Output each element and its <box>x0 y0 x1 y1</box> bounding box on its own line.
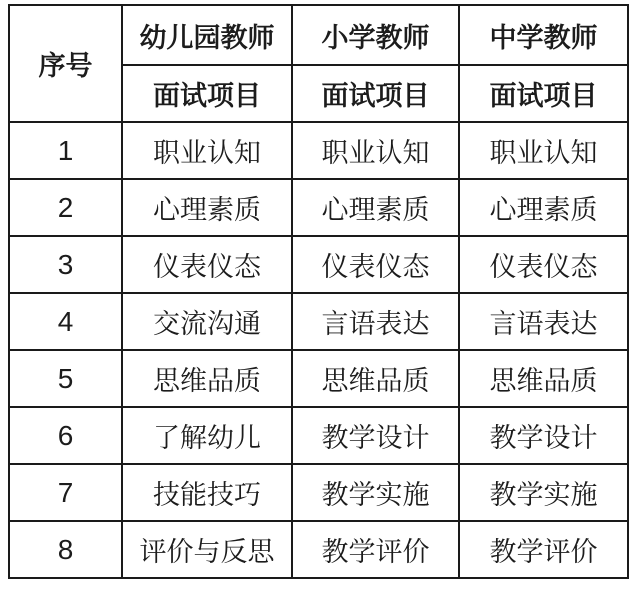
kindergarten-item-cell: 评价与反思 <box>122 521 292 578</box>
primary-item-cell: 教学评价 <box>292 521 459 578</box>
table-row <box>9 122 628 179</box>
middle-item-cell: 仪表仪态 <box>459 236 628 293</box>
kindergarten-item-cell: 思维品质 <box>122 350 292 407</box>
serial-number-cell: 6 <box>9 407 122 464</box>
middle-item-cell: 职业认知 <box>459 122 628 179</box>
teacher-interview-items-table <box>8 4 629 579</box>
table-row <box>9 179 628 236</box>
primary-item-cell: 教学实施 <box>292 464 459 521</box>
table-row <box>9 521 628 578</box>
middle-item-cell: 教学评价 <box>459 521 628 578</box>
serial-number-cell: 1 <box>9 122 122 179</box>
subheader-interview-items-middle: 面试项目 <box>459 65 628 122</box>
header-middle-school-teacher: 中学教师 <box>459 5 628 65</box>
middle-item-cell: 言语表达 <box>459 293 628 350</box>
middle-item-cell: 教学实施 <box>459 464 628 521</box>
table-row <box>9 236 628 293</box>
serial-number-cell: 8 <box>9 521 122 578</box>
serial-number-cell: 4 <box>9 293 122 350</box>
table-row <box>9 407 628 464</box>
middle-item-cell: 教学设计 <box>459 407 628 464</box>
serial-number-cell: 5 <box>9 350 122 407</box>
kindergarten-item-cell: 心理素质 <box>122 179 292 236</box>
kindergarten-item-cell: 了解幼儿 <box>122 407 292 464</box>
kindergarten-item-cell: 职业认知 <box>122 122 292 179</box>
header-serial-number: 序号 <box>9 5 122 122</box>
primary-item-cell: 仪表仪态 <box>292 236 459 293</box>
serial-number-cell: 3 <box>9 236 122 293</box>
primary-item-cell: 教学设计 <box>292 407 459 464</box>
serial-number-cell: 2 <box>9 179 122 236</box>
subheader-interview-items-primary: 面试项目 <box>292 65 459 122</box>
middle-item-cell: 心理素质 <box>459 179 628 236</box>
primary-item-cell: 心理素质 <box>292 179 459 236</box>
header-row-titles <box>9 5 628 65</box>
serial-number-cell: 7 <box>9 464 122 521</box>
kindergarten-item-cell: 仪表仪态 <box>122 236 292 293</box>
primary-item-cell: 言语表达 <box>292 293 459 350</box>
middle-item-cell: 思维品质 <box>459 350 628 407</box>
primary-item-cell: 思维品质 <box>292 350 459 407</box>
kindergarten-item-cell: 交流沟通 <box>122 293 292 350</box>
header-primary-school-teacher: 小学教师 <box>292 5 459 65</box>
table-row <box>9 350 628 407</box>
header-kindergarten-teacher: 幼儿园教师 <box>122 5 292 65</box>
primary-item-cell: 职业认知 <box>292 122 459 179</box>
kindergarten-item-cell: 技能技巧 <box>122 464 292 521</box>
table-row <box>9 293 628 350</box>
subheader-interview-items-kindergarten: 面试项目 <box>122 65 292 122</box>
table-row <box>9 464 628 521</box>
